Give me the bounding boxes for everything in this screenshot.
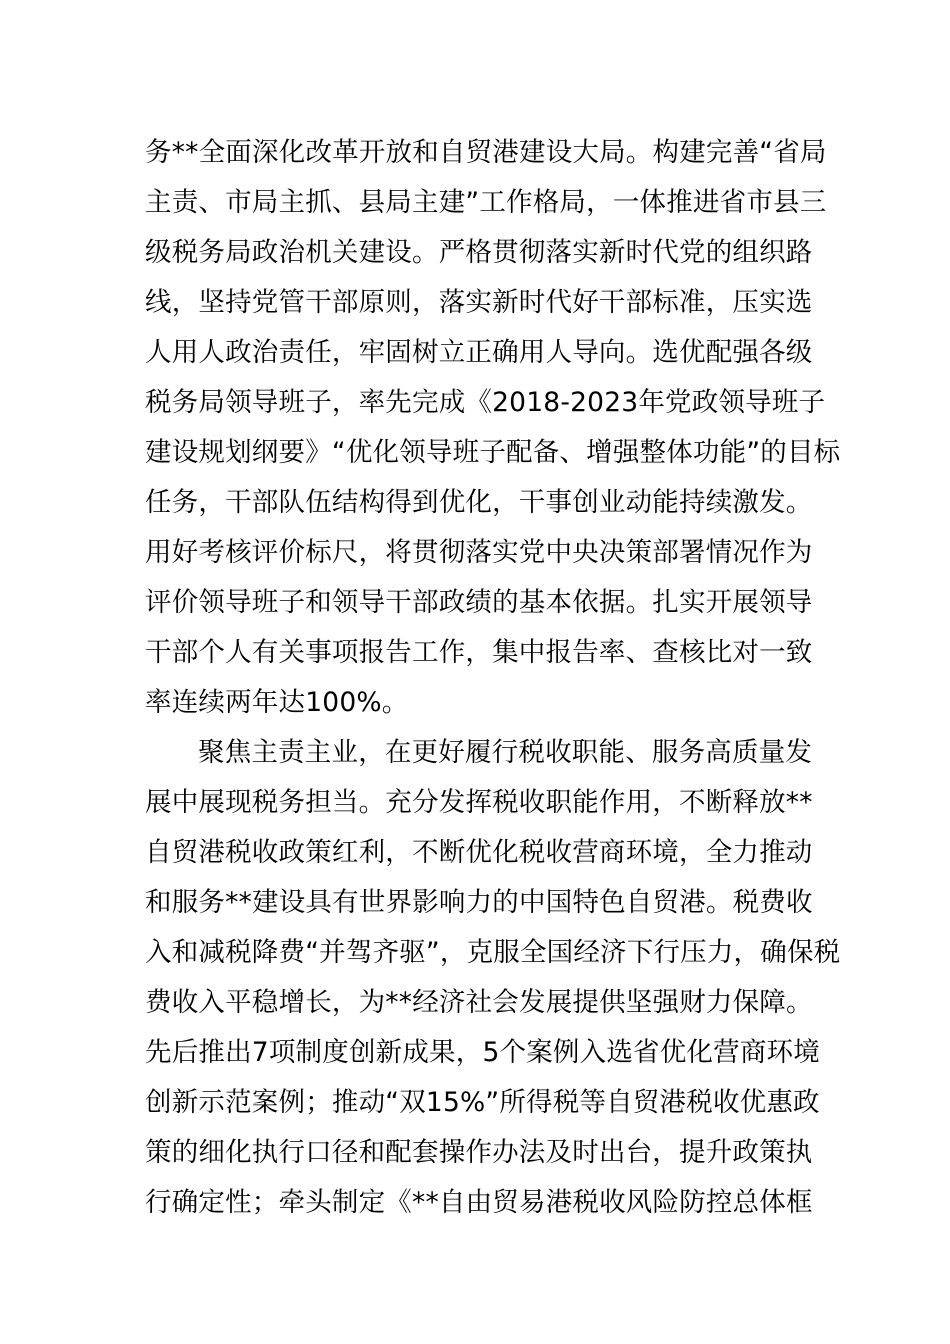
paragraph-first-line: 聚焦主责主业，在更好履行税收职能、服务高质量发 [198,737,813,768]
paragraph-line: 主责、市局主抓、县局主建”工作格局，一体推进省市县三 [145,187,827,218]
paragraph-2 [145,728,841,1228]
paragraph-line: 干部个人有关事项报告工作，集中报告率、查核比对一致 [145,637,813,668]
paragraph-line: 务**全面深化改革开放和自贸港建设大局。构建完善“省局 [145,137,827,168]
paragraph-line: 先后推出7项制度创新成果，5个案例入选省优化营商环境 [145,1037,820,1068]
paragraph-line: 评价领导班子和领导干部政绩的基本依据。扎实开展领导 [145,587,813,618]
paragraph-line: 线，坚持党管干部原则，落实新时代好干部标准，压实选 [145,287,813,318]
paragraph-line: 和服务**建设具有世界影响力的中国特色自贸港。税费收 [145,887,813,918]
paragraph-line: 任务，干部队伍结构得到优化，干事创业动能持续激发。 [145,487,813,518]
paragraph-line: 建设规划纲要》“优化领导班子配备、增强整体功能”的目标 [145,437,841,468]
paragraph-line: 用好考核评价标尺，将贯彻落实党中央决策部署情况作为 [145,537,813,568]
paragraph-line: 自贸港税收政策红利，不断优化税收营商环境，全力推动 [145,837,813,868]
paragraph-line: 策的细化执行口径和配套操作办法及时出台，提升政策执 [145,1137,813,1168]
paragraph-line: 税务局领导班子，率先完成《2018-2023年党政领导班子 [145,387,826,418]
paragraph-line: 入和减税降费“并驾齐驱”，克服全国经济下行压力，确保税 [145,937,841,968]
paragraph-line: 行确定性；牵头制定《**自由贸易港税收风险防控总体框 [145,1187,813,1218]
paragraph-line: 人用人政治责任，牢固树立正确用人导向。选优配强各级 [145,337,813,368]
paragraph-line: 展中展现税务担当。充分发挥税收职能作用，不断释放** [145,787,813,818]
paragraph-line: 级税务局政治机关建设。严格贯彻落实新时代党的组织路 [145,237,813,268]
paragraph-line: 创新示范案例；推动“双15%”所得税等自贸港税收优惠政 [145,1087,820,1118]
paragraph-line: 费收入平稳增长，为**经济社会发展提供坚强财力保障。 [145,987,813,1018]
paragraph-1 [145,128,841,728]
paragraph-line: 率连续两年达100%。 [145,687,409,718]
document-body [145,128,841,1228]
